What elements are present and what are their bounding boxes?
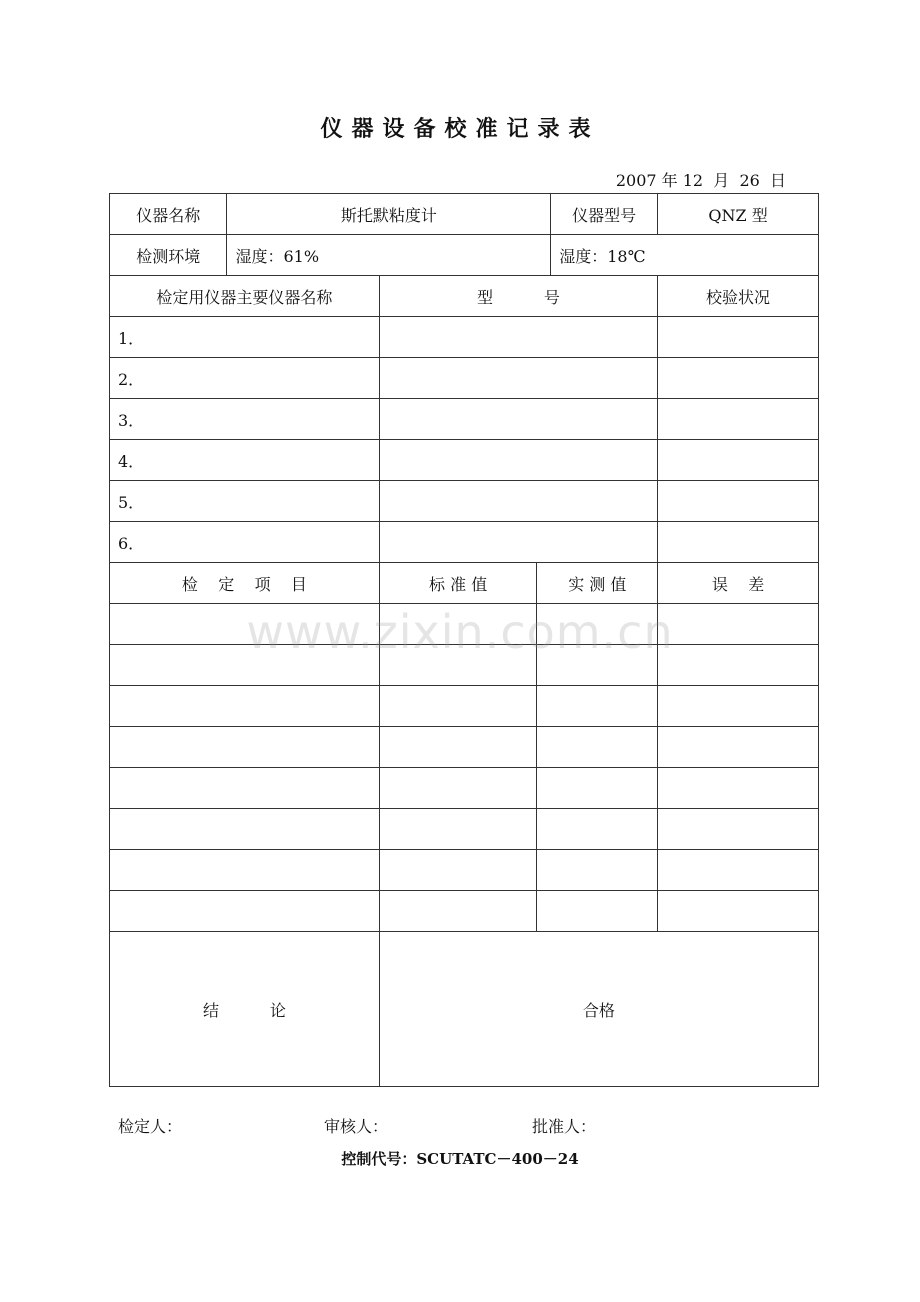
verification-item-cell	[110, 891, 380, 932]
reference-model-cell	[379, 399, 657, 440]
record-date: 2007 年 12 月 26 日	[615, 171, 786, 190]
error-cell	[658, 768, 819, 809]
reference-name-cell: 5．	[110, 481, 380, 522]
measured-value-cell	[537, 727, 658, 768]
instrument-row	[110, 194, 819, 235]
approver-label: 批准人：	[532, 1117, 597, 1136]
reference-status-header: 校验状况	[658, 276, 819, 317]
environment-row	[110, 235, 819, 276]
reference-model-header: 型 号	[379, 276, 657, 317]
table-row	[110, 768, 819, 809]
verification-item-header: 检 定 项 目	[110, 563, 380, 604]
error-cell	[658, 809, 819, 850]
table-row	[110, 850, 819, 891]
verification-item-cell	[110, 768, 380, 809]
table-row	[110, 358, 819, 399]
reference-status-cell	[658, 358, 819, 399]
calibration-record-table	[109, 193, 819, 1087]
document-title: 仪器设备校准记录表	[320, 117, 600, 142]
reference-model-cell	[379, 317, 657, 358]
reference-name-cell: 3．	[110, 399, 380, 440]
measured-value-cell	[537, 686, 658, 727]
reference-model-cell	[379, 440, 657, 481]
humidity-value: 湿度：61%	[227, 235, 551, 276]
conclusion-value: 合格	[379, 932, 818, 1087]
table-row	[110, 686, 819, 727]
verification-header-row	[110, 563, 819, 604]
standard-value-header: 标 准 值	[379, 563, 537, 604]
reference-header-row	[110, 276, 819, 317]
table-row	[110, 727, 819, 768]
reference-status-cell	[658, 481, 819, 522]
reviewer-label: 审核人：	[324, 1117, 389, 1136]
verification-item-cell	[110, 686, 380, 727]
error-cell	[658, 850, 819, 891]
reference-status-cell	[658, 522, 819, 563]
conclusion-label: 结 论	[110, 932, 380, 1087]
table-row	[110, 809, 819, 850]
reference-name-header: 检定用仪器主要仪器名称	[110, 276, 380, 317]
conclusion-row	[110, 932, 819, 1087]
standard-value-cell	[379, 645, 537, 686]
verification-item-cell	[110, 809, 380, 850]
temperature-value: 湿度：18℃	[551, 235, 819, 276]
error-cell	[658, 686, 819, 727]
reference-status-cell	[658, 399, 819, 440]
table-row	[110, 440, 819, 481]
error-cell	[658, 727, 819, 768]
reference-model-cell	[379, 358, 657, 399]
verification-item-cell	[110, 727, 380, 768]
table-row	[110, 317, 819, 358]
measured-value-cell	[537, 604, 658, 645]
standard-value-cell	[379, 768, 537, 809]
verification-item-cell	[110, 645, 380, 686]
reference-model-cell	[379, 481, 657, 522]
verification-item-cell	[110, 850, 380, 891]
measured-value-cell	[537, 891, 658, 932]
reference-name-cell: 2．	[110, 358, 380, 399]
table-row	[110, 399, 819, 440]
table-row	[110, 891, 819, 932]
control-code: 控制代号：SCUTATC－400－24	[341, 1150, 579, 1168]
reference-name-cell: 6．	[110, 522, 380, 563]
reference-name-cell: 4．	[110, 440, 380, 481]
standard-value-cell	[379, 850, 537, 891]
instrument-model-value: QNZ 型	[658, 194, 819, 235]
standard-value-cell	[379, 604, 537, 645]
table-row	[110, 481, 819, 522]
measured-value-cell	[537, 809, 658, 850]
measured-value-cell	[537, 768, 658, 809]
instrument-name-value: 斯托默粘度计	[227, 194, 551, 235]
instrument-name-label: 仪器名称	[110, 194, 227, 235]
instrument-model-label: 仪器型号	[551, 194, 658, 235]
measured-value-cell	[537, 645, 658, 686]
measured-value-header: 实 测 值	[537, 563, 658, 604]
error-cell	[658, 604, 819, 645]
watermark: www.zixin.com.cn	[246, 605, 674, 659]
error-header: 误 差	[658, 563, 819, 604]
reference-status-cell	[658, 317, 819, 358]
verification-item-cell	[110, 604, 380, 645]
reference-name-cell: 1．	[110, 317, 380, 358]
measured-value-cell	[537, 850, 658, 891]
error-cell	[658, 645, 819, 686]
environment-label: 检测环境	[110, 235, 227, 276]
standard-value-cell	[379, 686, 537, 727]
inspector-label: 检定人：	[118, 1117, 183, 1136]
reference-status-cell	[658, 440, 819, 481]
table-row	[110, 604, 819, 645]
standard-value-cell	[379, 727, 537, 768]
table-row	[110, 645, 819, 686]
table-row	[110, 522, 819, 563]
standard-value-cell	[379, 891, 537, 932]
reference-model-cell	[379, 522, 657, 563]
standard-value-cell	[379, 809, 537, 850]
error-cell	[658, 891, 819, 932]
